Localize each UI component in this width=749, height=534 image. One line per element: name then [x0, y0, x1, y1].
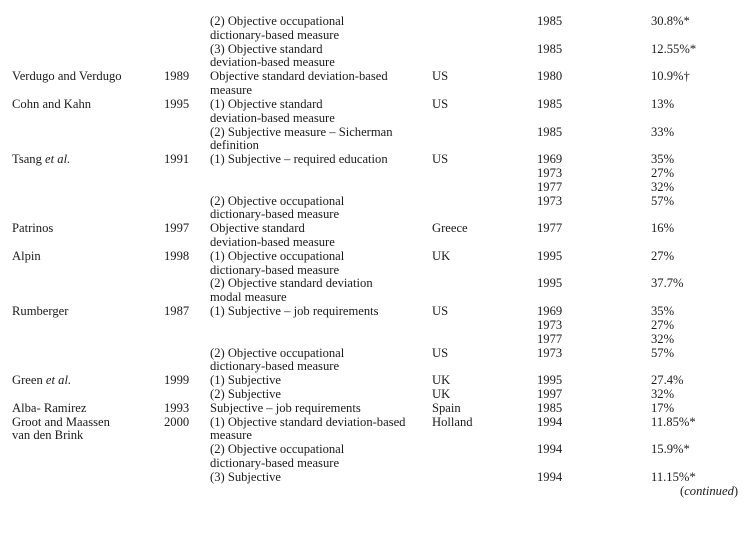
author-name — [12, 126, 162, 140]
incidence-rate-cell-line: 30.8%* — [651, 14, 690, 28]
publication-year: 1995 — [164, 96, 190, 111]
publication-year: 1993 — [164, 400, 190, 415]
data-year-cell — [537, 15, 562, 29]
author-cell — [12, 471, 162, 485]
author-cell — [12, 250, 162, 264]
author-cell — [12, 347, 162, 361]
author-cell — [12, 443, 162, 457]
measure-cell-line: dictionary-based measure — [210, 27, 340, 42]
incidence-rate-cell — [651, 126, 674, 140]
overeducation-studies-table — [0, 15, 749, 485]
author-cell — [12, 43, 162, 57]
incidence-rate-cell-line: 12.55%* — [651, 41, 697, 56]
author-cell — [12, 98, 162, 112]
data-year-cell — [537, 98, 562, 112]
incidence-rate-cell-line: 32% — [651, 386, 675, 401]
country-cell-line: Holland — [432, 414, 473, 429]
measure-cell — [210, 443, 425, 471]
author-cell — [12, 15, 162, 29]
incidence-rate-cell-line: 33% — [651, 124, 675, 139]
author-name — [12, 402, 162, 416]
incidence-rate-cell — [651, 388, 674, 402]
publication-year: 1987 — [164, 304, 190, 319]
data-year-cell-line: 1994 — [537, 469, 563, 484]
table-row — [0, 305, 749, 346]
country-cell — [432, 388, 450, 402]
measure-cell-line: deviation-based measure — [210, 55, 335, 70]
data-year-cell-line: 1995 — [537, 276, 563, 291]
incidence-rate-cell-line: 17% — [651, 400, 675, 415]
incidence-rate-cell-line: 27.4% — [651, 373, 684, 388]
author-name — [12, 43, 162, 57]
measure-cell — [210, 126, 425, 154]
country-cell — [432, 153, 448, 194]
measure-cell-line: (2) Subjective — [210, 386, 281, 401]
incidence-rate-cell-line: 32% — [651, 179, 675, 194]
author-cell — [12, 222, 162, 236]
author-cell — [12, 70, 162, 84]
country-cell — [432, 98, 448, 112]
measure-cell — [210, 222, 425, 250]
author-name — [12, 153, 162, 167]
measure-cell-line: dictionary-based measure — [210, 456, 340, 471]
author-cell — [12, 126, 162, 140]
measure-cell-line: (1) Subjective — [210, 373, 281, 388]
data-year-cell-line: 1973 — [537, 165, 563, 180]
author-name — [12, 98, 162, 112]
measure-cell — [210, 15, 425, 43]
incidence-rate-cell — [651, 416, 696, 430]
incidence-rate-cell-line: 11.85%* — [651, 414, 696, 429]
author-text: Groot and Maassen — [12, 414, 110, 429]
measure-cell — [210, 416, 425, 444]
data-year-cell-line: 1985 — [537, 96, 563, 111]
country-cell-line: Greece — [432, 221, 468, 236]
country-cell-line — [432, 333, 448, 347]
table-row — [0, 153, 749, 194]
author-name — [12, 15, 162, 29]
incidence-rate-cell — [651, 153, 674, 194]
measure-cell — [210, 305, 425, 346]
incidence-rate-cell — [651, 70, 690, 84]
incidence-rate-cell-line: 37.7% — [651, 276, 684, 291]
author-cell — [12, 402, 162, 416]
data-year-cell — [537, 195, 562, 209]
incidence-rate-cell — [651, 305, 674, 346]
measure-cell-line — [210, 319, 425, 333]
data-year-cell-line: 1994 — [537, 414, 563, 429]
author-name — [12, 347, 162, 361]
table-row — [0, 70, 749, 98]
measure-cell-line: Objective standard — [210, 221, 305, 236]
data-year-cell-line: 1977 — [537, 179, 563, 194]
measure-cell — [210, 70, 425, 98]
table-row — [0, 374, 749, 388]
measure-cell — [210, 402, 425, 416]
measure-cell-line: (1) Objective standard deviation-based — [210, 414, 406, 429]
country-cell-line: UK — [432, 373, 451, 388]
data-year-cell-line: 1980 — [537, 69, 563, 84]
publication-year: 1991 — [164, 152, 190, 167]
table-row — [0, 250, 749, 278]
country-cell-line: US — [432, 345, 449, 360]
incidence-rate-cell — [651, 250, 674, 264]
author-text: Patrinos — [12, 221, 54, 236]
table-row — [0, 402, 749, 416]
data-year-cell — [537, 347, 562, 361]
incidence-rate-cell — [651, 195, 674, 209]
incidence-rate-cell — [651, 443, 690, 457]
incidence-rate-cell — [651, 374, 684, 388]
data-year-cell — [537, 277, 562, 291]
author-text: Alba- Ramirez — [12, 400, 87, 415]
data-year-cell-line: 1985 — [537, 400, 563, 415]
incidence-rate-cell-line: 11.15%* — [651, 469, 696, 484]
author-text: Tsang — [12, 152, 46, 167]
incidence-rate-cell-line: 27% — [651, 165, 675, 180]
data-year-cell — [537, 374, 562, 388]
country-cell — [432, 416, 473, 430]
incidence-rate-cell-line: 27% — [651, 248, 675, 263]
data-year-cell-line: 1973 — [537, 193, 563, 208]
continued-note: (continued) — [680, 484, 739, 498]
data-year-cell-line: 1973 — [537, 345, 563, 360]
country-cell — [432, 250, 450, 264]
country-cell-line — [432, 319, 448, 333]
country-cell — [432, 374, 450, 388]
author-cell — [12, 388, 162, 402]
data-year-cell — [537, 222, 562, 236]
measure-cell-line: (2) Objective occupational — [210, 442, 345, 457]
data-year-cell — [537, 153, 562, 194]
measure-cell — [210, 374, 425, 388]
incidence-rate-cell-line: 32% — [651, 331, 675, 346]
data-year-cell-line: 1969 — [537, 304, 563, 319]
author-cell — [12, 277, 162, 291]
incidence-rate-cell — [651, 471, 696, 485]
table-row — [0, 43, 749, 71]
measure-cell-line: (3) Objective standard — [210, 41, 323, 56]
country-cell — [432, 347, 448, 361]
data-year-cell — [537, 443, 562, 457]
author-name — [12, 277, 162, 291]
measure-cell-line: deviation-based measure — [210, 235, 335, 250]
table-row — [0, 15, 749, 43]
publication-year: 1998 — [164, 248, 190, 263]
measure-cell-line: (3) Subjective — [210, 469, 281, 484]
publication-year: 1989 — [164, 69, 190, 84]
author-cell — [12, 195, 162, 209]
measure-cell-line: (1) Subjective – job requirements — [210, 304, 379, 319]
measure-cell-line: dictionary-based measure — [210, 207, 340, 222]
country-cell-line: US — [432, 152, 449, 167]
measure-cell-line: definition — [210, 138, 259, 153]
data-year-cell — [537, 305, 562, 346]
table-row — [0, 416, 749, 444]
author-name — [12, 443, 162, 457]
incidence-rate-cell-line: 35% — [651, 152, 675, 167]
incidence-rate-cell — [651, 222, 674, 236]
author-cell — [12, 374, 162, 388]
author-name — [12, 195, 162, 209]
author-name — [12, 388, 162, 402]
table-row — [0, 126, 749, 154]
incidence-rate-cell — [651, 347, 674, 361]
incidence-rate-cell-line: 13% — [651, 96, 675, 111]
author-cell — [12, 305, 162, 319]
data-year-cell-line: 1995 — [537, 248, 563, 263]
incidence-rate-cell — [651, 15, 690, 29]
country-cell-line: UK — [432, 248, 451, 263]
author-cell — [12, 416, 162, 444]
author-text: Cohn and Kahn — [12, 96, 92, 111]
table-row — [0, 347, 749, 375]
table-row — [0, 195, 749, 223]
author-text: Green — [12, 373, 46, 388]
measure-cell-line: dictionary-based measure — [210, 262, 340, 277]
country-cell — [432, 70, 448, 84]
publication-year: 2000 — [164, 414, 190, 429]
country-cell-line — [432, 181, 448, 195]
measure-cell — [210, 347, 425, 375]
author-et-al: et al. — [45, 373, 72, 388]
author-name — [12, 305, 162, 319]
data-year-cell — [537, 70, 562, 84]
data-year-cell — [537, 126, 562, 140]
table-row — [0, 222, 749, 250]
measure-cell-line: (1) Objective occupational — [210, 248, 345, 263]
incidence-rate-cell-line: 27% — [651, 317, 675, 332]
measure-cell-line: (1) Objective standard — [210, 96, 323, 111]
measure-cell — [210, 195, 425, 223]
country-cell-line: US — [432, 69, 449, 84]
measure-cell-line: (1) Subjective – required education — [210, 152, 388, 167]
measure-cell-line: deviation-based measure — [210, 110, 335, 125]
country-cell-line: US — [432, 304, 449, 319]
measure-cell-line: (2) Objective occupational — [210, 345, 345, 360]
author-name — [12, 250, 162, 264]
data-year-cell — [537, 471, 562, 485]
author-text: Alpin — [12, 248, 41, 263]
measure-cell — [210, 43, 425, 71]
incidence-rate-cell-line: 57% — [651, 193, 675, 208]
measure-cell-line: (2) Objective standard deviation — [210, 276, 373, 291]
country-cell — [432, 402, 461, 416]
data-year-cell-line: 1985 — [537, 41, 563, 56]
author-name — [12, 70, 162, 84]
measure-cell-line: (2) Objective occupational — [210, 193, 345, 208]
author-et-al: et al. — [45, 152, 71, 167]
data-year-cell-line: 1995 — [537, 373, 563, 388]
incidence-rate-cell-line: 10.9%† — [651, 69, 690, 84]
table-row — [0, 277, 749, 305]
author-name — [12, 416, 162, 430]
measure-cell-line: measure — [210, 428, 252, 443]
measure-cell — [210, 98, 425, 126]
data-year-cell-line: 1985 — [537, 124, 563, 139]
author-name — [12, 374, 162, 388]
data-year-cell-line: 1985 — [537, 14, 563, 28]
table-row — [0, 98, 749, 126]
incidence-rate-cell — [651, 98, 674, 112]
measure-cell-line: measure — [210, 83, 252, 98]
data-year-cell-line: 1994 — [537, 442, 563, 457]
incidence-rate-cell-line: 16% — [651, 221, 675, 236]
author-name — [12, 471, 162, 485]
measure-cell-line: modal measure — [210, 290, 287, 305]
country-cell-line: UK — [432, 386, 451, 401]
incidence-rate-cell — [651, 277, 684, 291]
data-year-cell — [537, 43, 562, 57]
country-cell-line — [432, 167, 448, 181]
measure-cell-line: (2) Subjective measure – Sicherman — [210, 124, 393, 139]
measure-cell-line: dictionary-based measure — [210, 359, 340, 374]
publication-year: 1997 — [164, 221, 190, 236]
country-cell — [432, 222, 468, 236]
incidence-rate-cell-line: 57% — [651, 345, 675, 360]
continued-label: continued — [684, 484, 734, 498]
author-cell — [12, 153, 162, 167]
data-year-cell — [537, 416, 562, 430]
data-year-cell — [537, 250, 562, 264]
incidence-rate-cell — [651, 402, 674, 416]
measure-cell — [210, 153, 425, 194]
measure-cell-line: Objective standard deviation-based — [210, 69, 388, 84]
measure-cell — [210, 277, 425, 305]
data-year-cell-line: 1977 — [537, 221, 563, 236]
measure-cell-line: (2) Objective occupational — [210, 14, 345, 28]
table-row — [0, 388, 749, 402]
measure-cell-line — [210, 181, 425, 195]
author-text: Rumberger — [12, 304, 69, 319]
incidence-rate-cell-line: 15.9%* — [651, 442, 690, 457]
author-text: Verdugo and Verdugo — [12, 69, 122, 84]
publication-year: 1999 — [164, 373, 190, 388]
measure-cell-line — [210, 333, 425, 347]
table-row — [0, 471, 749, 485]
country-cell — [432, 305, 448, 346]
data-year-cell-line: 1977 — [537, 331, 563, 346]
measure-cell — [210, 388, 425, 402]
measure-cell-line: Subjective – job requirements — [210, 400, 361, 415]
measure-cell-line — [210, 167, 425, 181]
country-cell-line: Spain — [432, 400, 461, 415]
incidence-rate-cell — [651, 43, 696, 57]
data-year-cell — [537, 402, 562, 416]
table-row — [0, 443, 749, 471]
data-year-cell-line: 1969 — [537, 152, 563, 167]
country-cell-line: US — [432, 96, 449, 111]
data-year-cell-line: 1997 — [537, 386, 563, 401]
measure-cell — [210, 471, 425, 485]
data-year-cell — [537, 388, 562, 402]
measure-cell — [210, 250, 425, 278]
author-name-line2: van den Brink — [12, 428, 84, 443]
author-name — [12, 222, 162, 236]
incidence-rate-cell-line: 35% — [651, 304, 675, 319]
data-year-cell-line: 1973 — [537, 317, 563, 332]
